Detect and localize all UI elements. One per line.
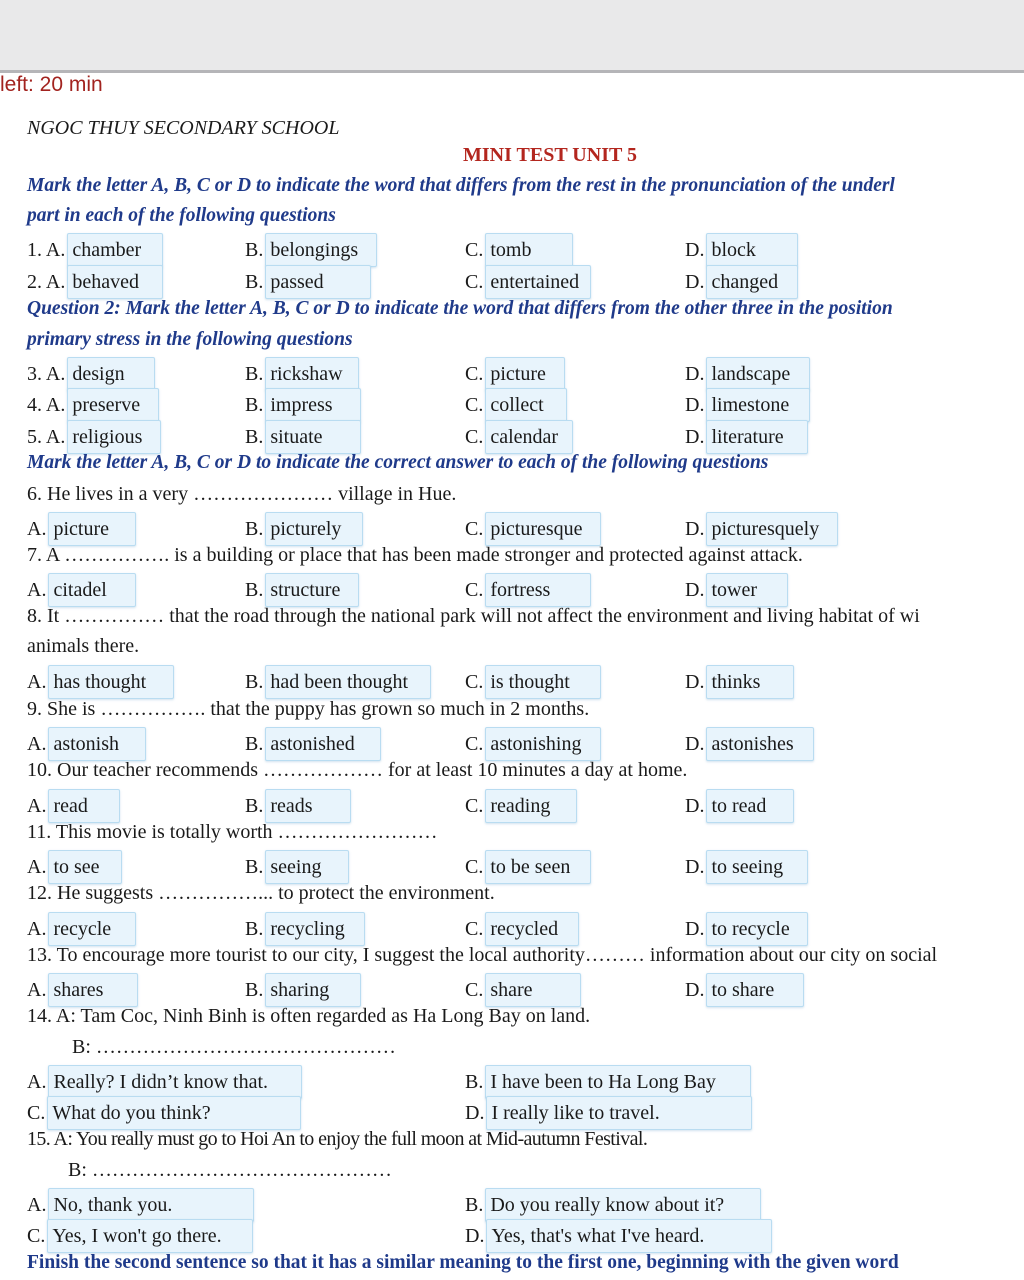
q8-answer-b[interactable]: had been thought [265, 665, 431, 699]
q10-answer-a[interactable]: read [48, 789, 120, 823]
q14-option-a[interactable]: A. Really? I didn’t know that. [27, 1065, 302, 1099]
q3-option-a[interactable]: 3. A. design [27, 357, 155, 391]
q5-option-d[interactable]: D. literature [685, 420, 808, 454]
q8-answer-d[interactable]: thinks [706, 665, 794, 699]
q9-option-c[interactable]: C. astonishing [465, 727, 601, 761]
section2-instruction-cont: primary stress in the following questions [27, 329, 353, 350]
q2-option-c[interactable]: C. entertained [465, 265, 591, 299]
q8-answer-c[interactable]: is thought [485, 665, 601, 699]
q2-answer-a[interactable]: behaved [67, 265, 163, 299]
q9-answer-a[interactable]: astonish [48, 727, 146, 761]
q4-answer-b[interactable]: impress [265, 388, 361, 422]
q3-answer-b[interactable]: rickshaw [265, 357, 359, 391]
q12-option-d[interactable]: D. to recycle [685, 912, 808, 946]
q6-answer-a[interactable]: picture [48, 512, 136, 546]
section3-instruction: Mark the letter A, B, C or D to indicate the correct answer to each of the following questions [27, 452, 769, 473]
q7-option-d[interactable]: D. tower [685, 573, 788, 607]
q8-stem: 8. It …………… that the road through the national park will not affect the environment and living habitat of wi [27, 605, 920, 627]
q9-option-d[interactable]: D. astonishes [685, 727, 814, 761]
q1-option-b[interactable]: B. belongings [245, 233, 377, 267]
q5-answer-a[interactable]: religious [67, 420, 161, 454]
q1-option-c[interactable]: C. tomb [465, 233, 573, 267]
q10-stem: 10. Our teacher recommends ……………… for at least 10 minutes a day at home. [27, 759, 688, 781]
q10-answer-b[interactable]: reads [265, 789, 351, 823]
q13-option-d[interactable]: D. to share [685, 973, 804, 1007]
q13-answer-b[interactable]: sharing [265, 973, 361, 1007]
section4-instruction: Finish the second sentence so that it has a similar meaning to the first one, beginning with the given word [27, 1252, 899, 1273]
q15-answer-a[interactable]: No, thank you. [48, 1188, 254, 1222]
q3-number: 3. [27, 363, 42, 385]
q1-answer-d[interactable]: block [706, 233, 798, 267]
q4-answer-c[interactable]: collect [485, 388, 567, 422]
q8-stem-cont: animals there. [27, 635, 140, 657]
q3-option-d[interactable]: D. landscape [685, 357, 810, 391]
q4-option-d[interactable]: D. limestone [685, 388, 810, 422]
section2-instruction: Question 2: Mark the letter A, B, C or D to indicate the word that differs from the other three in the position [27, 298, 893, 319]
q13-answer-d[interactable]: to share [706, 973, 804, 1007]
q5-answer-b[interactable]: situate [265, 420, 361, 454]
q12-option-c[interactable]: C. recycled [465, 912, 579, 946]
q15-answer-c[interactable]: Yes, I won't go there. [47, 1219, 253, 1253]
q13-stem: 13. To encourage more tourist to our city, I suggest the local authority……… information about our city on social [27, 944, 938, 966]
q4-answer-a[interactable]: preserve [67, 388, 159, 422]
q13-option-c[interactable]: C. share [465, 973, 581, 1007]
q7-answer-c[interactable]: fortress [485, 573, 591, 607]
q4-number: 4. [27, 394, 42, 416]
q6-stem: 6. He lives in a very ………………… village in Hue. [27, 483, 457, 505]
q8-option-c[interactable]: C. is thought [465, 665, 601, 699]
q1-option-d[interactable]: D. block [685, 233, 798, 267]
q11-answer-c[interactable]: to be seen [485, 850, 591, 884]
q5-option-b[interactable]: B. situate [245, 420, 361, 454]
q15-option-c[interactable]: C. Yes, I won't go there. [27, 1219, 253, 1253]
q5-answer-d[interactable]: literature [706, 420, 808, 454]
q10-answer-d[interactable]: to read [706, 789, 794, 823]
q3-answer-a[interactable]: design [67, 357, 155, 391]
q1-answer-a[interactable]: chamber [67, 233, 163, 267]
q10-option-b[interactable]: B. reads [245, 789, 351, 823]
q13-answer-c[interactable]: share [485, 973, 581, 1007]
q7-option-c[interactable]: C. fortress [465, 573, 591, 607]
q4-option-b[interactable]: B. impress [245, 388, 361, 422]
q6-answer-d[interactable]: picturesquely [706, 512, 838, 546]
q15-option-b[interactable]: B. Do you really know about it? [465, 1188, 761, 1222]
q1-answer-c[interactable]: tomb [485, 233, 573, 267]
q10-option-c[interactable]: C. reading [465, 789, 577, 823]
q15-answer-b[interactable]: Do you really know about it? [485, 1188, 761, 1222]
q14-answer-d[interactable]: I really like to travel. [486, 1096, 752, 1130]
q7-answer-d[interactable]: tower [706, 573, 788, 607]
q13-answer-a[interactable]: shares [48, 973, 138, 1007]
section1-instruction: Mark the letter A, B, C or D to indicate the word that differs from the rest in the pronunciation of the underl [27, 175, 895, 196]
q11-answer-b[interactable]: seeing [265, 850, 349, 884]
q14-stem-b: B: ……………………………………… [72, 1036, 396, 1058]
q2-option-b[interactable]: B. passed [245, 265, 371, 299]
q12-option-b[interactable]: B. recycling [245, 912, 365, 946]
q8-answer-a[interactable]: has thought [48, 665, 174, 699]
q6-answer-b[interactable]: picturely [265, 512, 363, 546]
q4-option-a[interactable]: 4. A. preserve [27, 388, 159, 422]
q9-answer-c[interactable]: astonishing [485, 727, 601, 761]
q5-option-a[interactable]: 5. A. religious [27, 420, 161, 454]
q8-option-a[interactable]: A. has thought [27, 665, 174, 699]
q14-option-d[interactable]: D. I really like to travel. [465, 1096, 752, 1130]
q11-option-b[interactable]: B. seeing [245, 850, 349, 884]
q12-answer-b[interactable]: recycling [265, 912, 365, 946]
q7-answer-b[interactable]: structure [265, 573, 359, 607]
q3-answer-d[interactable]: landscape [706, 357, 810, 391]
q11-option-d[interactable]: D. to seeing [685, 850, 808, 884]
q9-stem: 9. She is ……………. that the puppy has grown so much in 2 months. [27, 698, 590, 720]
q12-option-a[interactable]: A. recycle [27, 912, 136, 946]
q15-option-a[interactable]: A. No, thank you. [27, 1188, 254, 1222]
q10-option-a[interactable]: A. read [27, 789, 120, 823]
q8-option-b[interactable]: B. had been thought [245, 665, 431, 699]
q2-option-a[interactable]: 2. A. behaved [27, 265, 163, 299]
q12-answer-a[interactable]: recycle [48, 912, 136, 946]
test-title: MINI TEST UNIT 5 [463, 144, 637, 166]
q12-answer-d[interactable]: to recycle [706, 912, 808, 946]
q1-option-a[interactable]: 1. A. chamber [27, 233, 163, 267]
q15-stem: 15. A: You really must go to Hoi An to enjoy the full moon at Mid-autumn Festival. [27, 1128, 648, 1150]
q3-option-c[interactable]: C. picture [465, 357, 565, 391]
q2-number: 2. [27, 271, 42, 293]
q9-answer-b[interactable]: astonished [265, 727, 381, 761]
q9-answer-d[interactable]: astonishes [706, 727, 814, 761]
q10-option-d[interactable]: D. to read [685, 789, 794, 823]
top-bar [0, 0, 1024, 73]
q7-answer-a[interactable]: citadel [48, 573, 136, 607]
q14-answer-a[interactable]: Really? I didn’t know that. [48, 1065, 302, 1099]
q11-option-c[interactable]: C. to be seen [465, 850, 591, 884]
q15-option-d[interactable]: D. Yes, that's what I've heard. [465, 1219, 772, 1253]
q13-option-b[interactable]: B. sharing [245, 973, 361, 1007]
school-name: NGOC THUY SECONDARY SCHOOL [27, 117, 340, 139]
q6-option-b[interactable]: B. picturely [245, 512, 363, 546]
q4-option-c[interactable]: C. collect [465, 388, 567, 422]
q9-option-a[interactable]: A. astonish [27, 727, 146, 761]
q8-option-d[interactable]: D. thinks [685, 665, 794, 699]
q2-answer-c[interactable]: entertained [485, 265, 591, 299]
q6-option-a[interactable]: A. picture [27, 512, 136, 546]
q6-option-d[interactable]: D. picturesquely [685, 512, 838, 546]
q14-option-b[interactable]: B. I have been to Ha Long Bay [465, 1065, 751, 1099]
q14-answer-b[interactable]: I have been to Ha Long Bay [485, 1065, 751, 1099]
q2-answer-b[interactable]: passed [265, 265, 371, 299]
q6-option-c[interactable]: C. picturesque [465, 512, 601, 546]
q14-option-c[interactable]: C. What do you think? [27, 1096, 301, 1130]
q12-stem: 12. He suggests ……………... to protect the environment. [27, 882, 495, 904]
q7-option-b[interactable]: B. structure [245, 573, 359, 607]
q15-answer-d[interactable]: Yes, that's what I've heard. [486, 1219, 772, 1253]
q12-answer-c[interactable]: recycled [485, 912, 579, 946]
q10-answer-c[interactable]: reading [485, 789, 577, 823]
q5-number: 5. [27, 426, 42, 448]
q11-answer-d[interactable]: to seeing [706, 850, 808, 884]
section1-instruction-cont: part in each of the following questions [27, 205, 336, 226]
q7-option-a[interactable]: A. citadel [27, 573, 136, 607]
q3-option-b[interactable]: B. rickshaw [245, 357, 359, 391]
q14-answer-c[interactable]: What do you think? [47, 1096, 301, 1130]
q13-option-a[interactable]: A. shares [27, 973, 138, 1007]
q2-answer-d[interactable]: changed [706, 265, 798, 299]
q11-option-a[interactable]: A. to see [27, 850, 122, 884]
q7-stem: 7. A ……………. is a building or place that has been made stronger and protected against attack. [27, 544, 803, 566]
q5-answer-c[interactable]: calendar [485, 420, 573, 454]
q6-answer-c[interactable]: picturesque [485, 512, 601, 546]
q1-answer-b[interactable]: belongings [265, 233, 377, 267]
q11-stem: 11. This movie is totally worth …………………… [27, 821, 438, 843]
timer-label: left: 20 min [0, 73, 103, 96]
q4-answer-d[interactable]: limestone [706, 388, 810, 422]
q5-option-c[interactable]: C. calendar [465, 420, 573, 454]
q9-option-b[interactable]: B. astonished [245, 727, 381, 761]
q3-answer-c[interactable]: picture [485, 357, 565, 391]
q15-stem-b: B: ……………………………………… [68, 1159, 392, 1181]
q14-stem: 14. A: Tam Coc, Ninh Binh is often regarded as Ha Long Bay on land. [27, 1005, 591, 1027]
q1-number: 1. [27, 239, 42, 261]
q2-option-d[interactable]: D. changed [685, 265, 798, 299]
q11-answer-a[interactable]: to see [48, 850, 122, 884]
